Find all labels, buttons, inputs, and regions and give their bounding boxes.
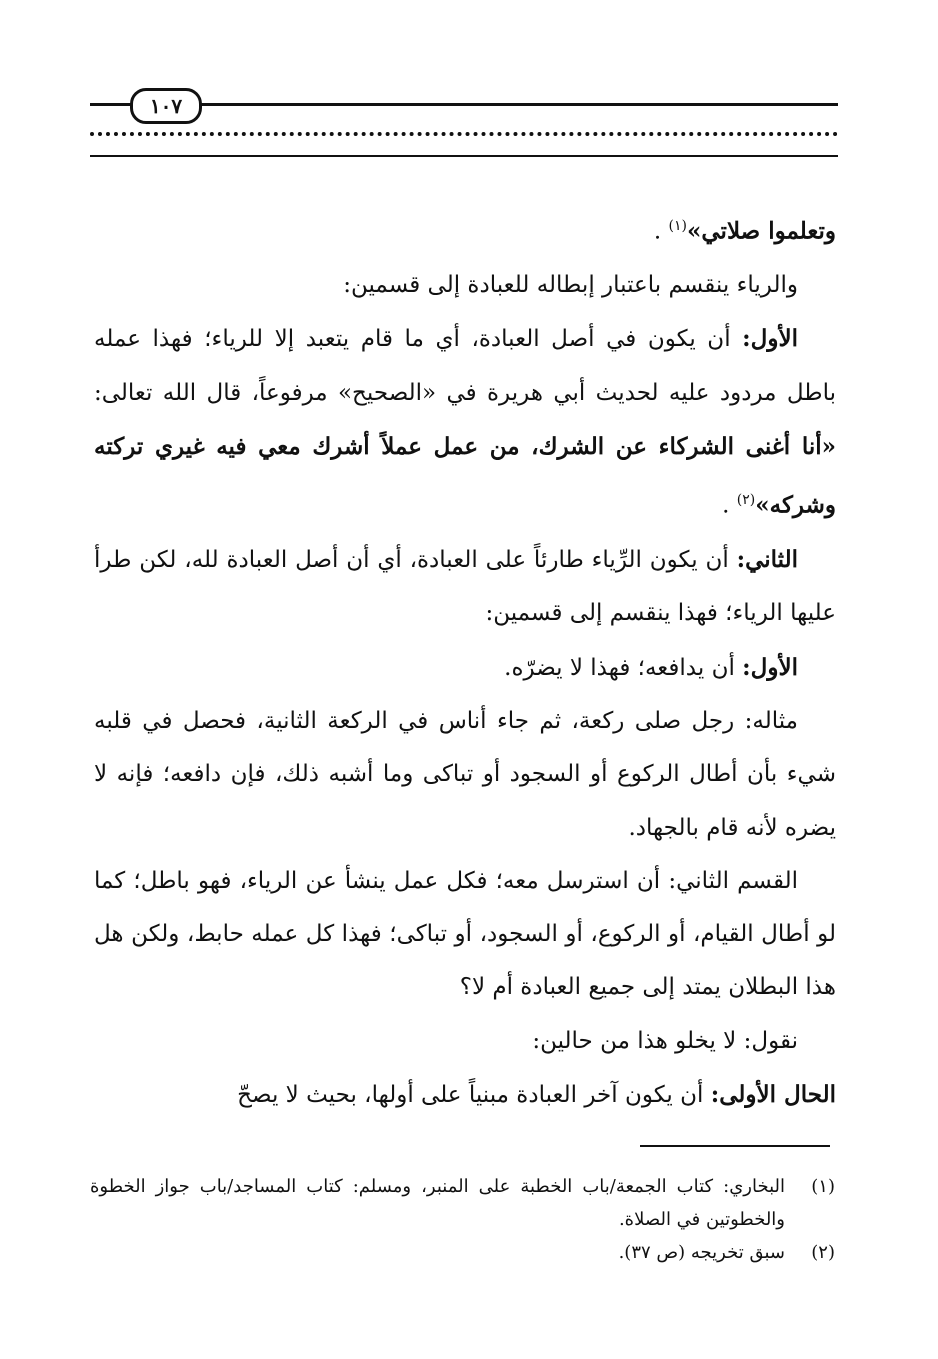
footnote-text: البخاري: كتاب الجمعة/باب الخطبة على المنبر، ومسلم: كتاب المساجد/باب جواز الخطوة والخطوتين في الصلاة. bbox=[90, 1176, 785, 1230]
hadith-quote: «أنا أغنى الشركاء عن الشرك، من عمل عملاً أشرك معي فيه غيري تركته وشركه» bbox=[94, 432, 836, 519]
label-first-sub: الأول: bbox=[742, 653, 798, 681]
quote-end: وتعلموا صلاتي» bbox=[687, 217, 836, 245]
dotted-divider bbox=[90, 132, 838, 136]
label-second: الثاني: bbox=[736, 546, 798, 574]
label-first: الأول: bbox=[742, 325, 798, 353]
footnote-ref-1: (١) bbox=[668, 218, 687, 234]
header-bottom-rule bbox=[90, 155, 838, 157]
footnote-number: (٢) bbox=[811, 1242, 835, 1263]
main-text bbox=[94, 200, 836, 1122]
footnote-number: (١) bbox=[811, 1176, 835, 1197]
paragraph-3 bbox=[94, 312, 836, 533]
footnote-2 bbox=[90, 1236, 835, 1269]
footnote-ref-2: (٢) bbox=[736, 492, 756, 509]
footnote-1 bbox=[90, 1170, 835, 1236]
footnotes bbox=[90, 1170, 835, 1269]
paragraph-2: والرياء ينقسم باعتبار إبطاله للعبادة إلى قسمين: bbox=[343, 271, 798, 298]
paragraph-8: نقول: لا يخلو هذا من حالين: bbox=[532, 1027, 798, 1054]
paragraph-5-text: أن يدافعه؛ فهذا لا يضرّه. bbox=[504, 654, 743, 681]
paragraph-5 bbox=[94, 641, 836, 695]
period: . bbox=[722, 492, 737, 519]
label-first-state: الحال الأولى: bbox=[710, 1081, 836, 1109]
paragraph-4 bbox=[94, 533, 836, 641]
footnote-text: سبق تخريجه (ص ٣٧). bbox=[618, 1242, 785, 1263]
paragraph-6: مثاله: رجل صلى ركعة، ثم جاء أناس في الركعة الثانية، فحصل في قلبه شيء بأن أطال الركوع أو السجود أو تباكى وما أشبه ذلك، فإن دافعه؛ فإنه لا يضره لأنه قام بالجهاد. bbox=[94, 707, 836, 841]
paragraph-9-text: أن يكون آخر العبادة مبنياً على أولها، بحيث لا يصحّ bbox=[237, 1082, 711, 1109]
paragraph-9 bbox=[94, 1068, 836, 1122]
paragraph-4-text: أن يكون الرِّياء طارئاً على العبادة، أي أن أصل العبادة لله، لكن طرأ عليها الرياء؛ فهذا ينقسم إلى قسمين: bbox=[94, 547, 836, 627]
footnote-separator bbox=[640, 1145, 830, 1147]
paragraph-1 bbox=[94, 200, 836, 259]
paragraph-7: القسم الثاني: أن استرسل معه؛ فكل عمل ينشأ عن الرياء، فهو باطل؛ كما لو أطال القيام، أو الركوع، أو السجود، أو تباكى؛ فهذا كل عمله حابط، ولكن هل هذا البطلان يمتد إلى جميع العبادة أم لا؟ bbox=[94, 867, 836, 1001]
period: . bbox=[653, 218, 669, 245]
header-rule bbox=[90, 103, 838, 106]
page-number: ١٠٧ bbox=[130, 88, 202, 124]
paragraph-3-text: أن يكون في أصل العبادة، أي ما قام يتعبد إلا للرياء؛ فهذا عمله باطل مردود عليه لحديث أبي هريرة في «الصحيح» مرفوعاً، قال الله تعالى: bbox=[94, 326, 836, 406]
